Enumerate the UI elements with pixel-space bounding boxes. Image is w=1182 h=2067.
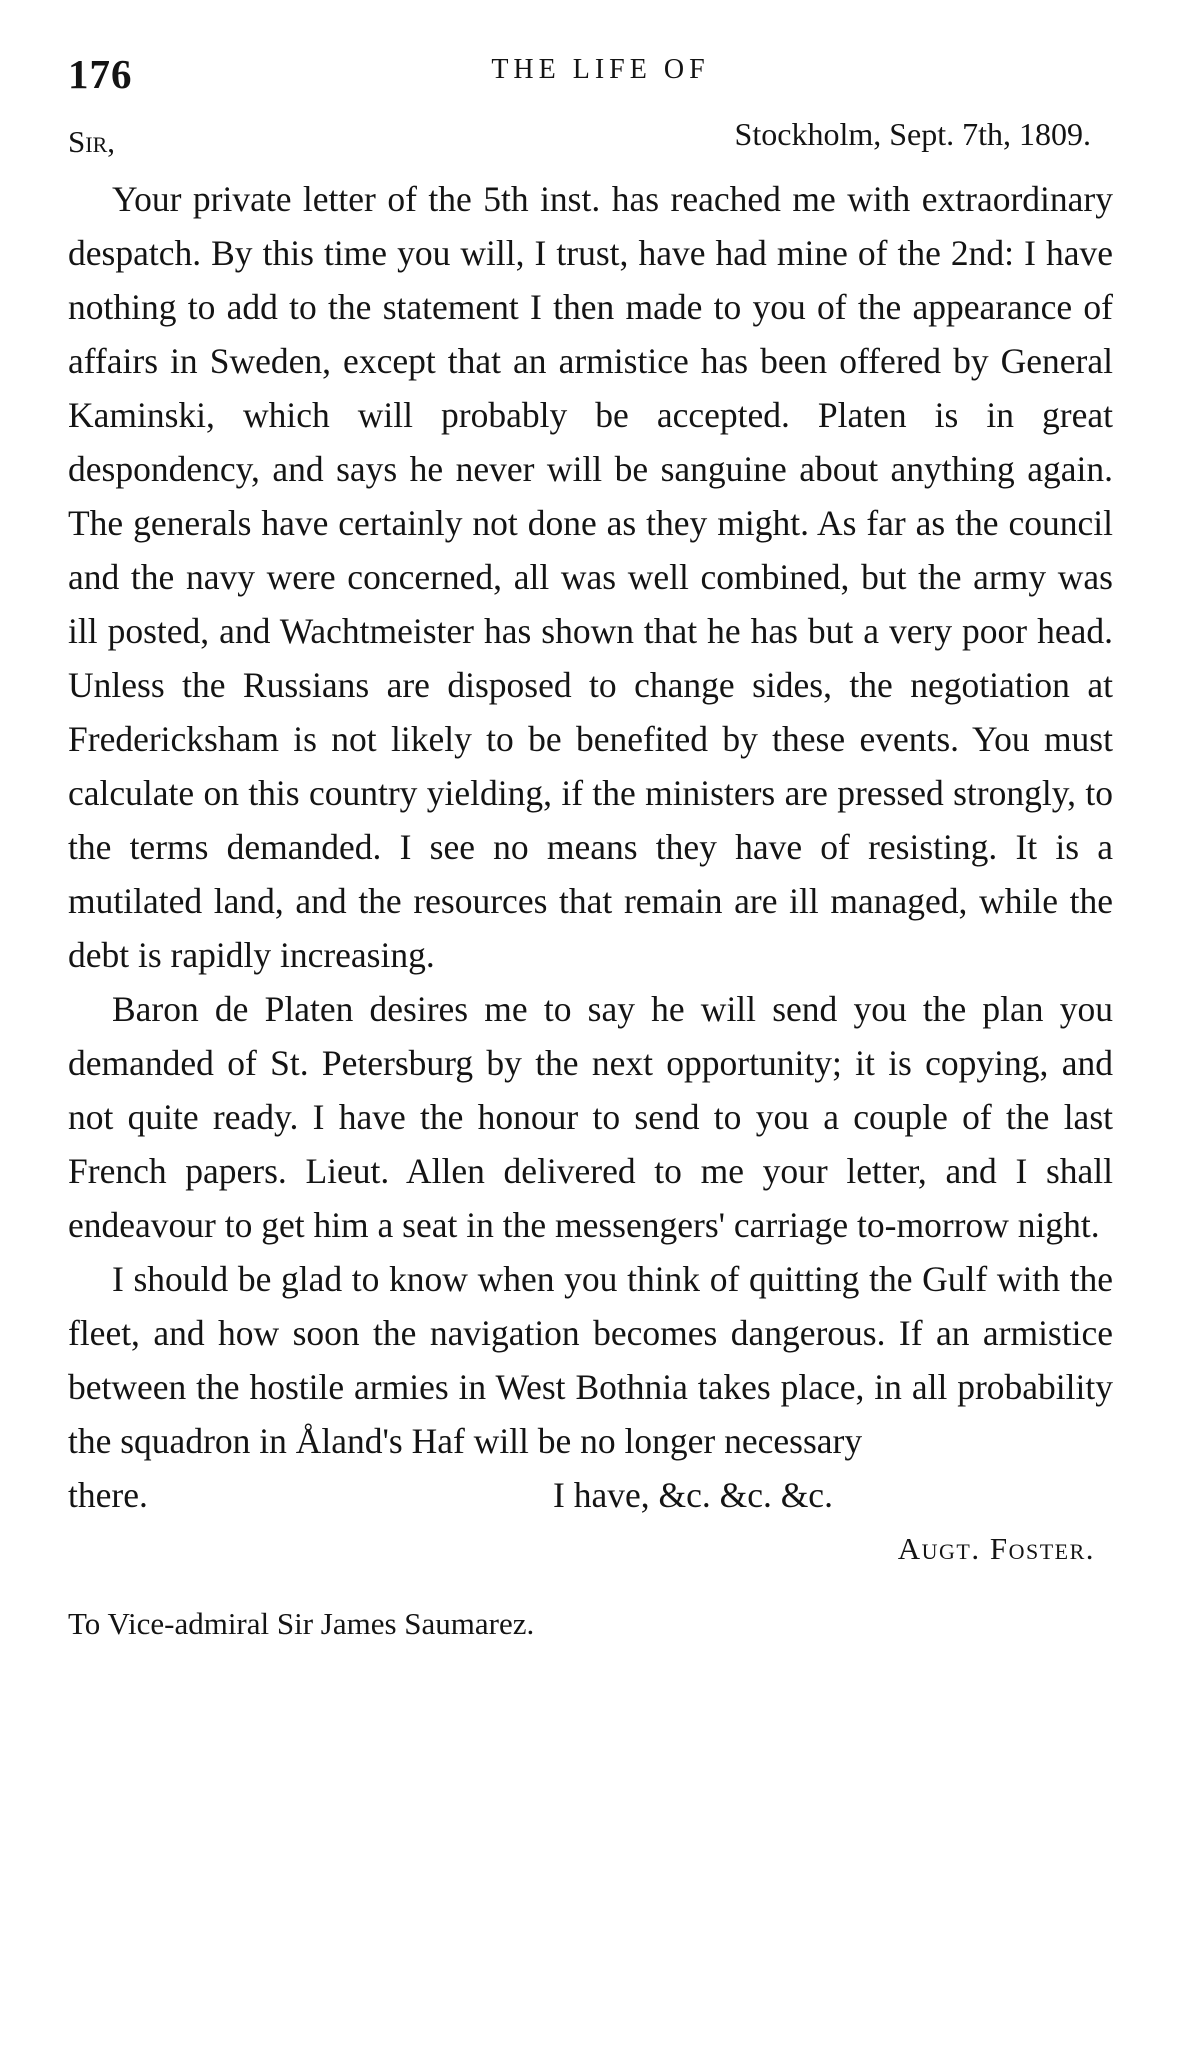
paragraph: Baron de Platen desires me to say he will send you the plan you demanded of St. Petersburg by the next opportunity; it is copying, and not quite ready. I have the honour to send to you a couple of the last French papers. Lieut. Allen delivered to me your letter, and I shall endeavour to get him a seat in the messengers' carriage to-morrow night. xyxy=(68,989,1113,1245)
dateline: Stockholm, Sept. 7th, 1809. xyxy=(734,116,1091,152)
book-page xyxy=(68,40,1113,1646)
addressee: To Vice-admiral Sir James Saumarez. xyxy=(68,1606,535,1641)
page-header xyxy=(68,40,1113,110)
running-head: THE LIFE OF xyxy=(491,54,710,85)
complimentary-close: I have, &c. &c. &c. xyxy=(553,1475,833,1515)
paragraph: I should be glad to know when you think of quitting the Gulf with the fleet, and how soon the navigation becomes dangerous. If an armistice between the hostile armies in West Bothnia takes place, in all probability the squadron in Åland's Haf will be no longer necessary xyxy=(68,1259,1113,1461)
letter-heading xyxy=(68,116,1113,172)
closing-line xyxy=(68,1468,1113,1522)
signature: Augt. Foster. xyxy=(897,1531,1095,1566)
closing-word: there. xyxy=(68,1475,148,1515)
salutation: Sir, xyxy=(68,124,115,159)
letter-body xyxy=(68,172,1113,1468)
page-number: 176 xyxy=(68,51,133,97)
paragraph: Your private letter of the 5th inst. has reached me with extraordinary despatch. By this time you will, I trust, have had mine of the 2nd: I have nothing to add to the statement I then made to you of the appearance of affairs in Sweden, except that an armistice has been offered by General Kaminski, which will probably be accepted. Platen is in great despondency, and says he never will be sanguine about anything again. The generals have certainly not done as they might. As far as the council and the navy were concerned, all was well combined, but the army was ill posted, and Wachtmeister has shown that he has but a very poor head. Unless the Russians are disposed to change sides, the negotiation at Fredericksham is not likely to be benefited by these events. You must calculate on this country yielding, if the ministers are pressed strongly, to the terms demanded. I see no means they have of resisting. It is a mutilated land, and the resources that remain are ill managed, while the debt is rapidly increasing. xyxy=(68,179,1113,975)
